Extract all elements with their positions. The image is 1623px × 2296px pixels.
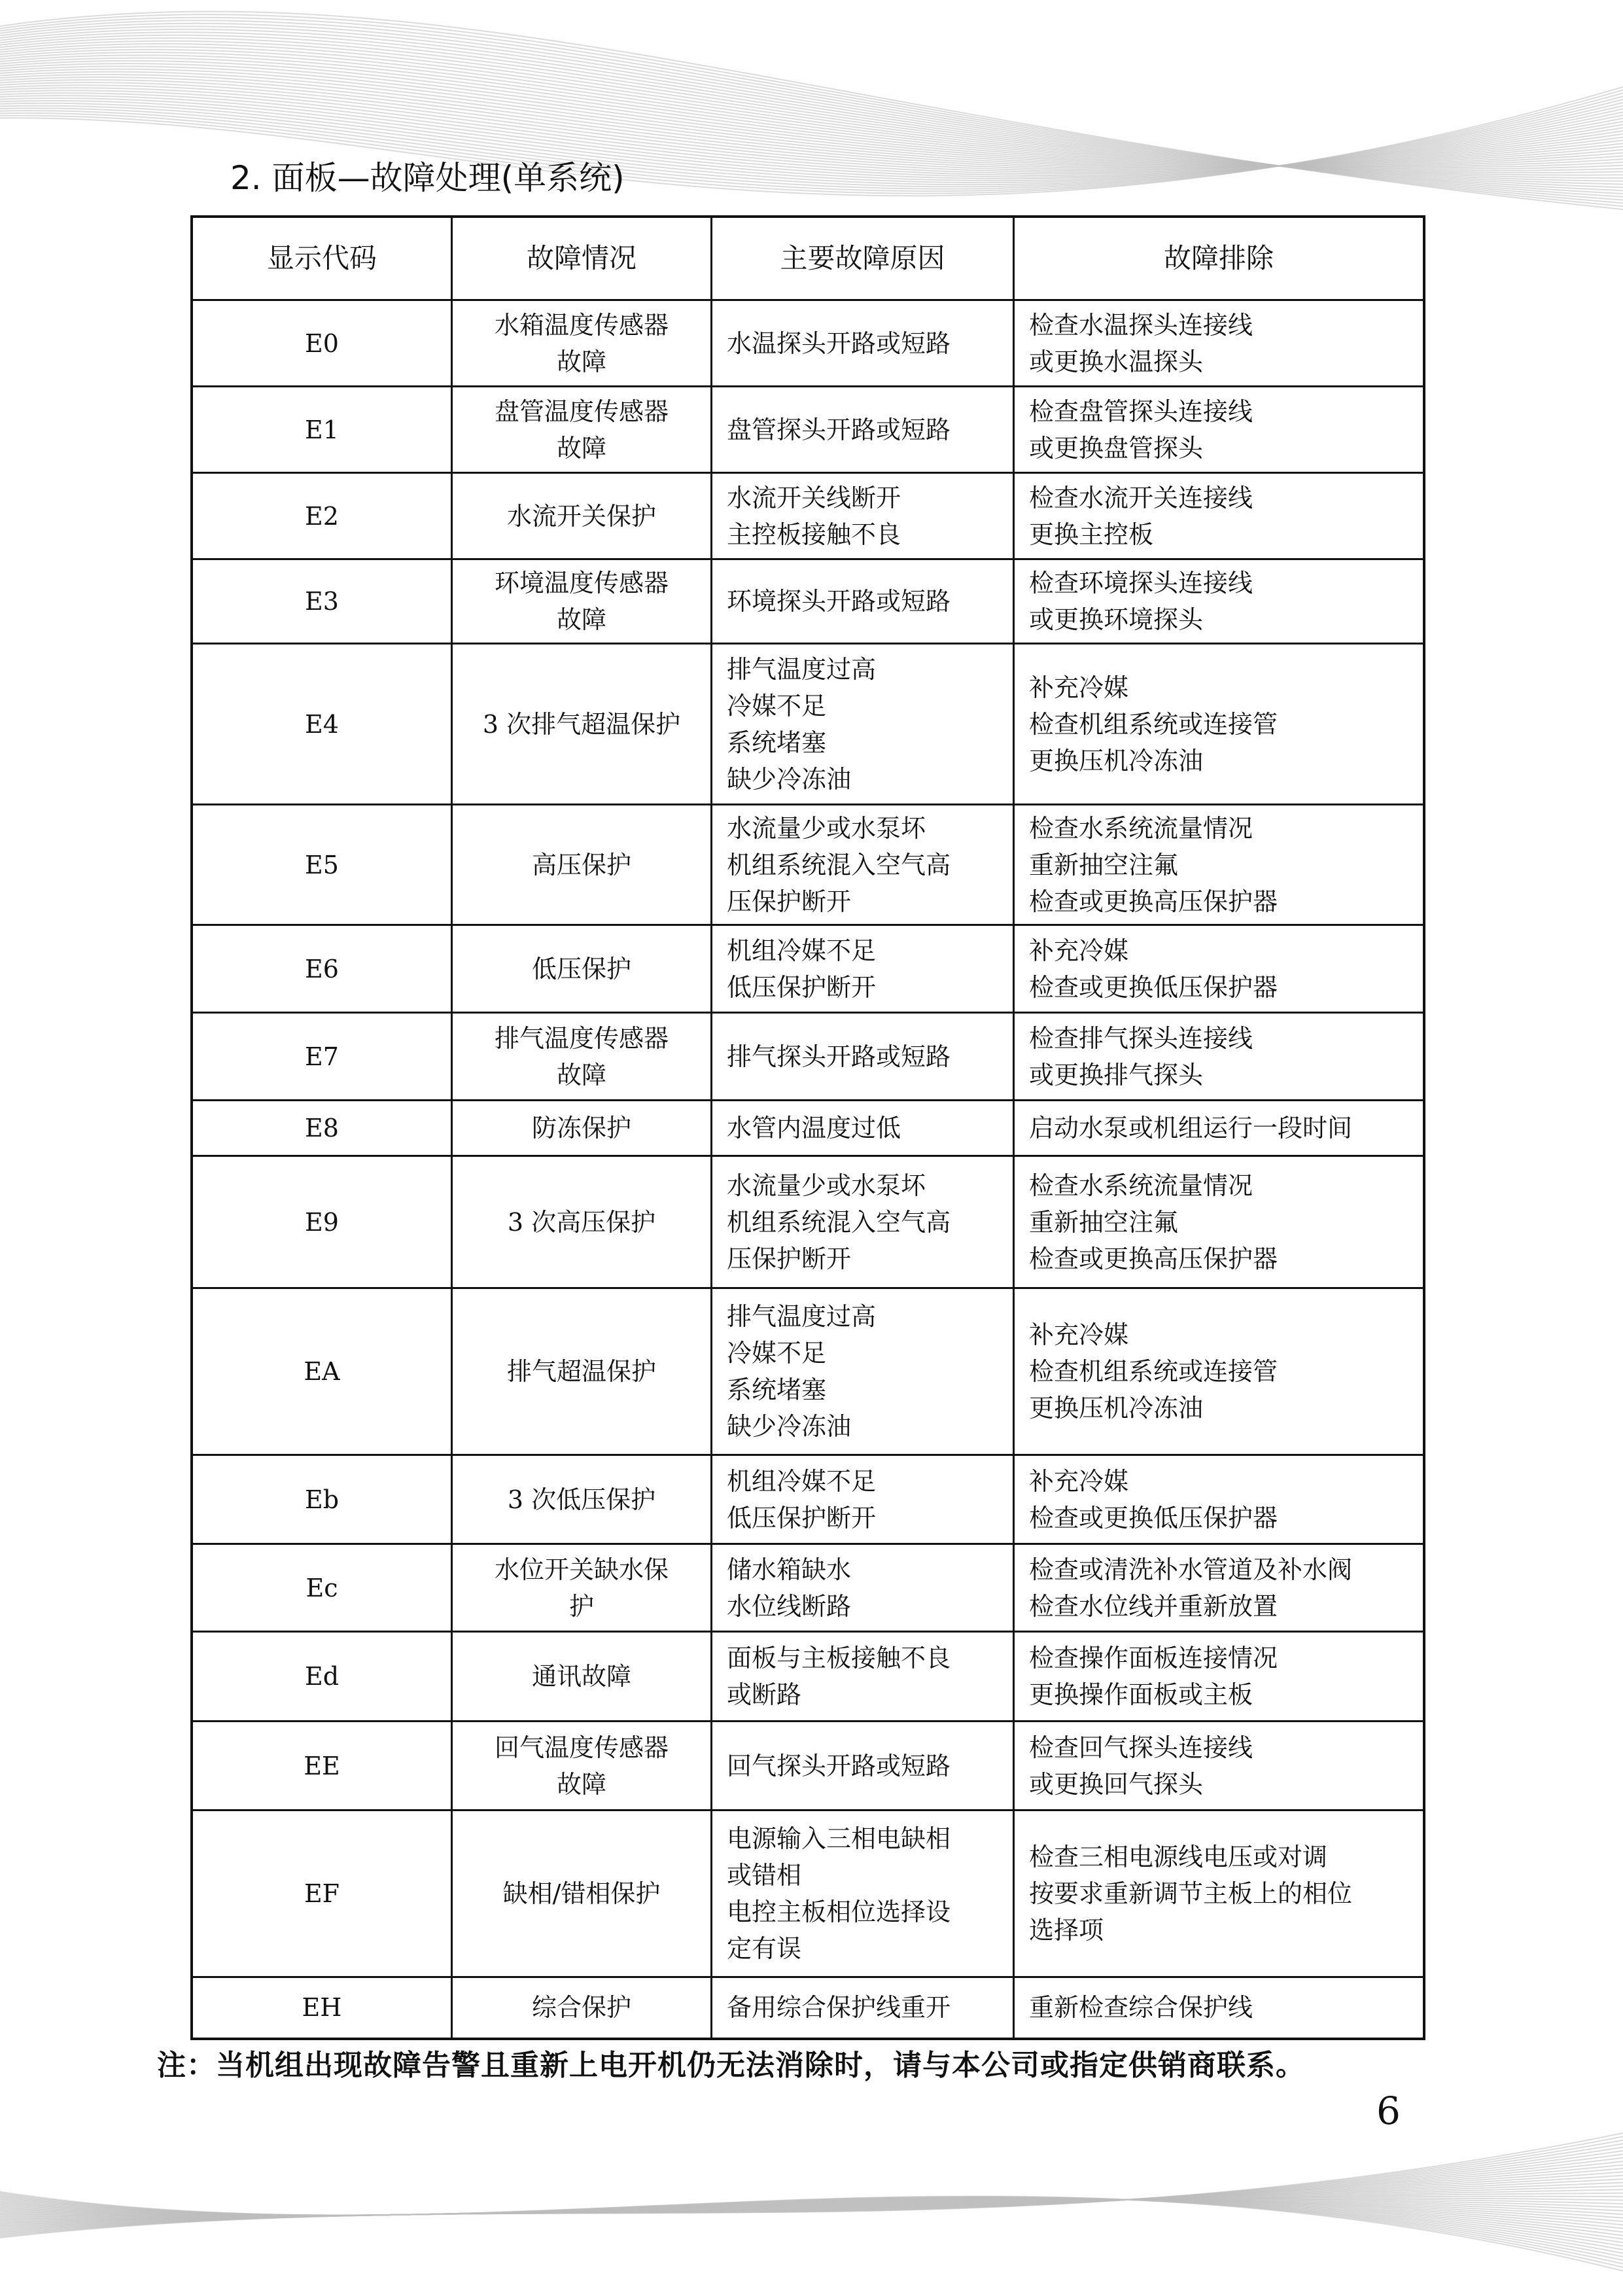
cell-solution: 补充冷媒 检查机组系统或连接管 更换压机冷冻油 [1014,1288,1425,1455]
cell-cause: 电源输入三相电缺相 或错相 电控主板相位选择设 定有误 [712,1810,1014,1977]
table-row [192,1455,1424,1544]
cell-code: EF [192,1810,452,1977]
cell-code: Ec [192,1544,452,1632]
cell-code: Ed [192,1632,452,1722]
cell-fault: 排气超温保护 [452,1288,712,1455]
cell-fault: 综合保护 [452,1977,712,2039]
cell-code: EA [192,1288,452,1455]
table-row [192,644,1424,805]
cell-solution: 补充冷媒 检查或更换低压保护器 [1014,1455,1425,1544]
cell-fault: 盘管温度传感器 故障 [452,387,712,473]
cell-cause: 水流量少或水泵坏 机组系统混入空气高 压保护断开 [712,805,1014,925]
table-row [192,387,1424,473]
table-header-row [192,217,1424,300]
table-row [192,300,1424,387]
table-row [192,1013,1424,1101]
header-solution: 故障排除 [1014,217,1425,300]
cell-cause: 排气探头开路或短路 [712,1013,1014,1101]
cell-cause: 水流量少或水泵坏 机组系统混入空气高 压保护断开 [712,1156,1014,1288]
cell-fault: 3 次高压保护 [452,1156,712,1288]
cell-code: EH [192,1977,452,2039]
cell-solution: 补充冷媒 检查或更换低压保护器 [1014,925,1425,1013]
header-fault: 故障情况 [452,217,712,300]
cell-solution: 检查水系统流量情况 重新抽空注氟 检查或更换高压保护器 [1014,805,1425,925]
cell-fault: 水位开关缺水保 护 [452,1544,712,1632]
cell-solution: 重新检查综合保护线 [1014,1977,1425,2039]
footnote: 注：当机组出现故障告警且重新上电开机仍无法消除时，请与本公司或指定供销商联系。 [157,2049,1305,2082]
cell-cause: 回气探头开路或短路 [712,1722,1014,1810]
cell-code: E3 [192,559,452,644]
table-row [192,1544,1424,1632]
cell-fault: 防冻保护 [452,1101,712,1156]
cell-solution: 检查三相电源线电压或对调 按要求重新调节主板上的相位 选择项 [1014,1810,1425,1977]
table-row [192,559,1424,644]
cell-cause: 机组冷媒不足 低压保护断开 [712,1455,1014,1544]
cell-cause: 储水箱缺水 水位线断路 [712,1544,1014,1632]
header-code: 显示代码 [192,217,452,300]
cell-code: E1 [192,387,452,473]
fault-table [190,215,1425,2040]
cell-solution: 补充冷媒 检查机组系统或连接管 更换压机冷冻油 [1014,644,1425,805]
cell-fault: 水流开关保护 [452,473,712,559]
cell-fault: 缺相/错相保护 [452,1810,712,1977]
header-cause: 主要故障原因 [712,217,1014,300]
cell-code: E9 [192,1156,452,1288]
cell-cause: 机组冷媒不足 低压保护断开 [712,925,1014,1013]
cell-code: E7 [192,1013,452,1101]
table-row [192,1632,1424,1722]
cell-fault: 3 次排气超温保护 [452,644,712,805]
cell-solution: 检查排气探头连接线 或更换排气探头 [1014,1013,1425,1101]
cell-cause: 面板与主板接触不良 或断路 [712,1632,1014,1722]
cell-solution: 检查水温探头连接线 或更换水温探头 [1014,300,1425,387]
table-row [192,473,1424,559]
cell-cause: 水管内温度过低 [712,1101,1014,1156]
cell-cause: 备用综合保护线重开 [712,1977,1014,2039]
cell-solution: 检查水系统流量情况 重新抽空注氟 检查或更换高压保护器 [1014,1156,1425,1288]
cell-code: E8 [192,1101,452,1156]
cell-fault: 回气温度传感器 故障 [452,1722,712,1810]
cell-code: E6 [192,925,452,1013]
cell-solution: 启动水泵或机组运行一段时间 [1014,1101,1425,1156]
cell-fault: 低压保护 [452,925,712,1013]
cell-solution: 检查回气探头连接线 或更换回气探头 [1014,1722,1425,1810]
cell-code: E0 [192,300,452,387]
cell-cause: 环境探头开路或短路 [712,559,1014,644]
table-row [192,1977,1424,2039]
cell-cause: 水流开关线断开 主控板接触不良 [712,473,1014,559]
cell-code: E2 [192,473,452,559]
cell-solution: 检查操作面板连接情况 更换操作面板或主板 [1014,1632,1425,1722]
cell-solution: 检查或清洗补水管道及补水阀 检查水位线并重新放置 [1014,1544,1425,1632]
cell-code: E5 [192,805,452,925]
cell-cause: 排气温度过高 冷媒不足 系统堵塞 缺少冷冻油 [712,1288,1014,1455]
cell-fault: 通讯故障 [452,1632,712,1722]
cell-cause: 盘管探头开路或短路 [712,387,1014,473]
cell-fault: 排气温度传感器 故障 [452,1013,712,1101]
table-row [192,1722,1424,1810]
cell-fault: 环境温度传感器 故障 [452,559,712,644]
table-row [192,925,1424,1013]
cell-fault: 3 次低压保护 [452,1455,712,1544]
table-row [192,1101,1424,1156]
cell-solution: 检查水流开关连接线 更换主控板 [1014,473,1425,559]
cell-fault: 高压保护 [452,805,712,925]
table-row [192,805,1424,925]
cell-solution: 检查环境探头连接线 或更换环境探头 [1014,559,1425,644]
page-number: 6 [1376,2089,1401,2133]
cell-code: Eb [192,1455,452,1544]
section-title: 2. 面板—故障处理(单系统) [230,159,625,197]
table-row [192,1156,1424,1288]
cell-code: EE [192,1722,452,1810]
cell-fault: 水箱温度传感器 故障 [452,300,712,387]
cell-code: E4 [192,644,452,805]
cell-cause: 排气温度过高 冷媒不足 系统堵塞 缺少冷冻油 [712,644,1014,805]
cell-cause: 水温探头开路或短路 [712,300,1014,387]
table-row [192,1288,1424,1455]
table-row [192,1810,1424,1977]
cell-solution: 检查盘管探头连接线 或更换盘管探头 [1014,387,1425,473]
